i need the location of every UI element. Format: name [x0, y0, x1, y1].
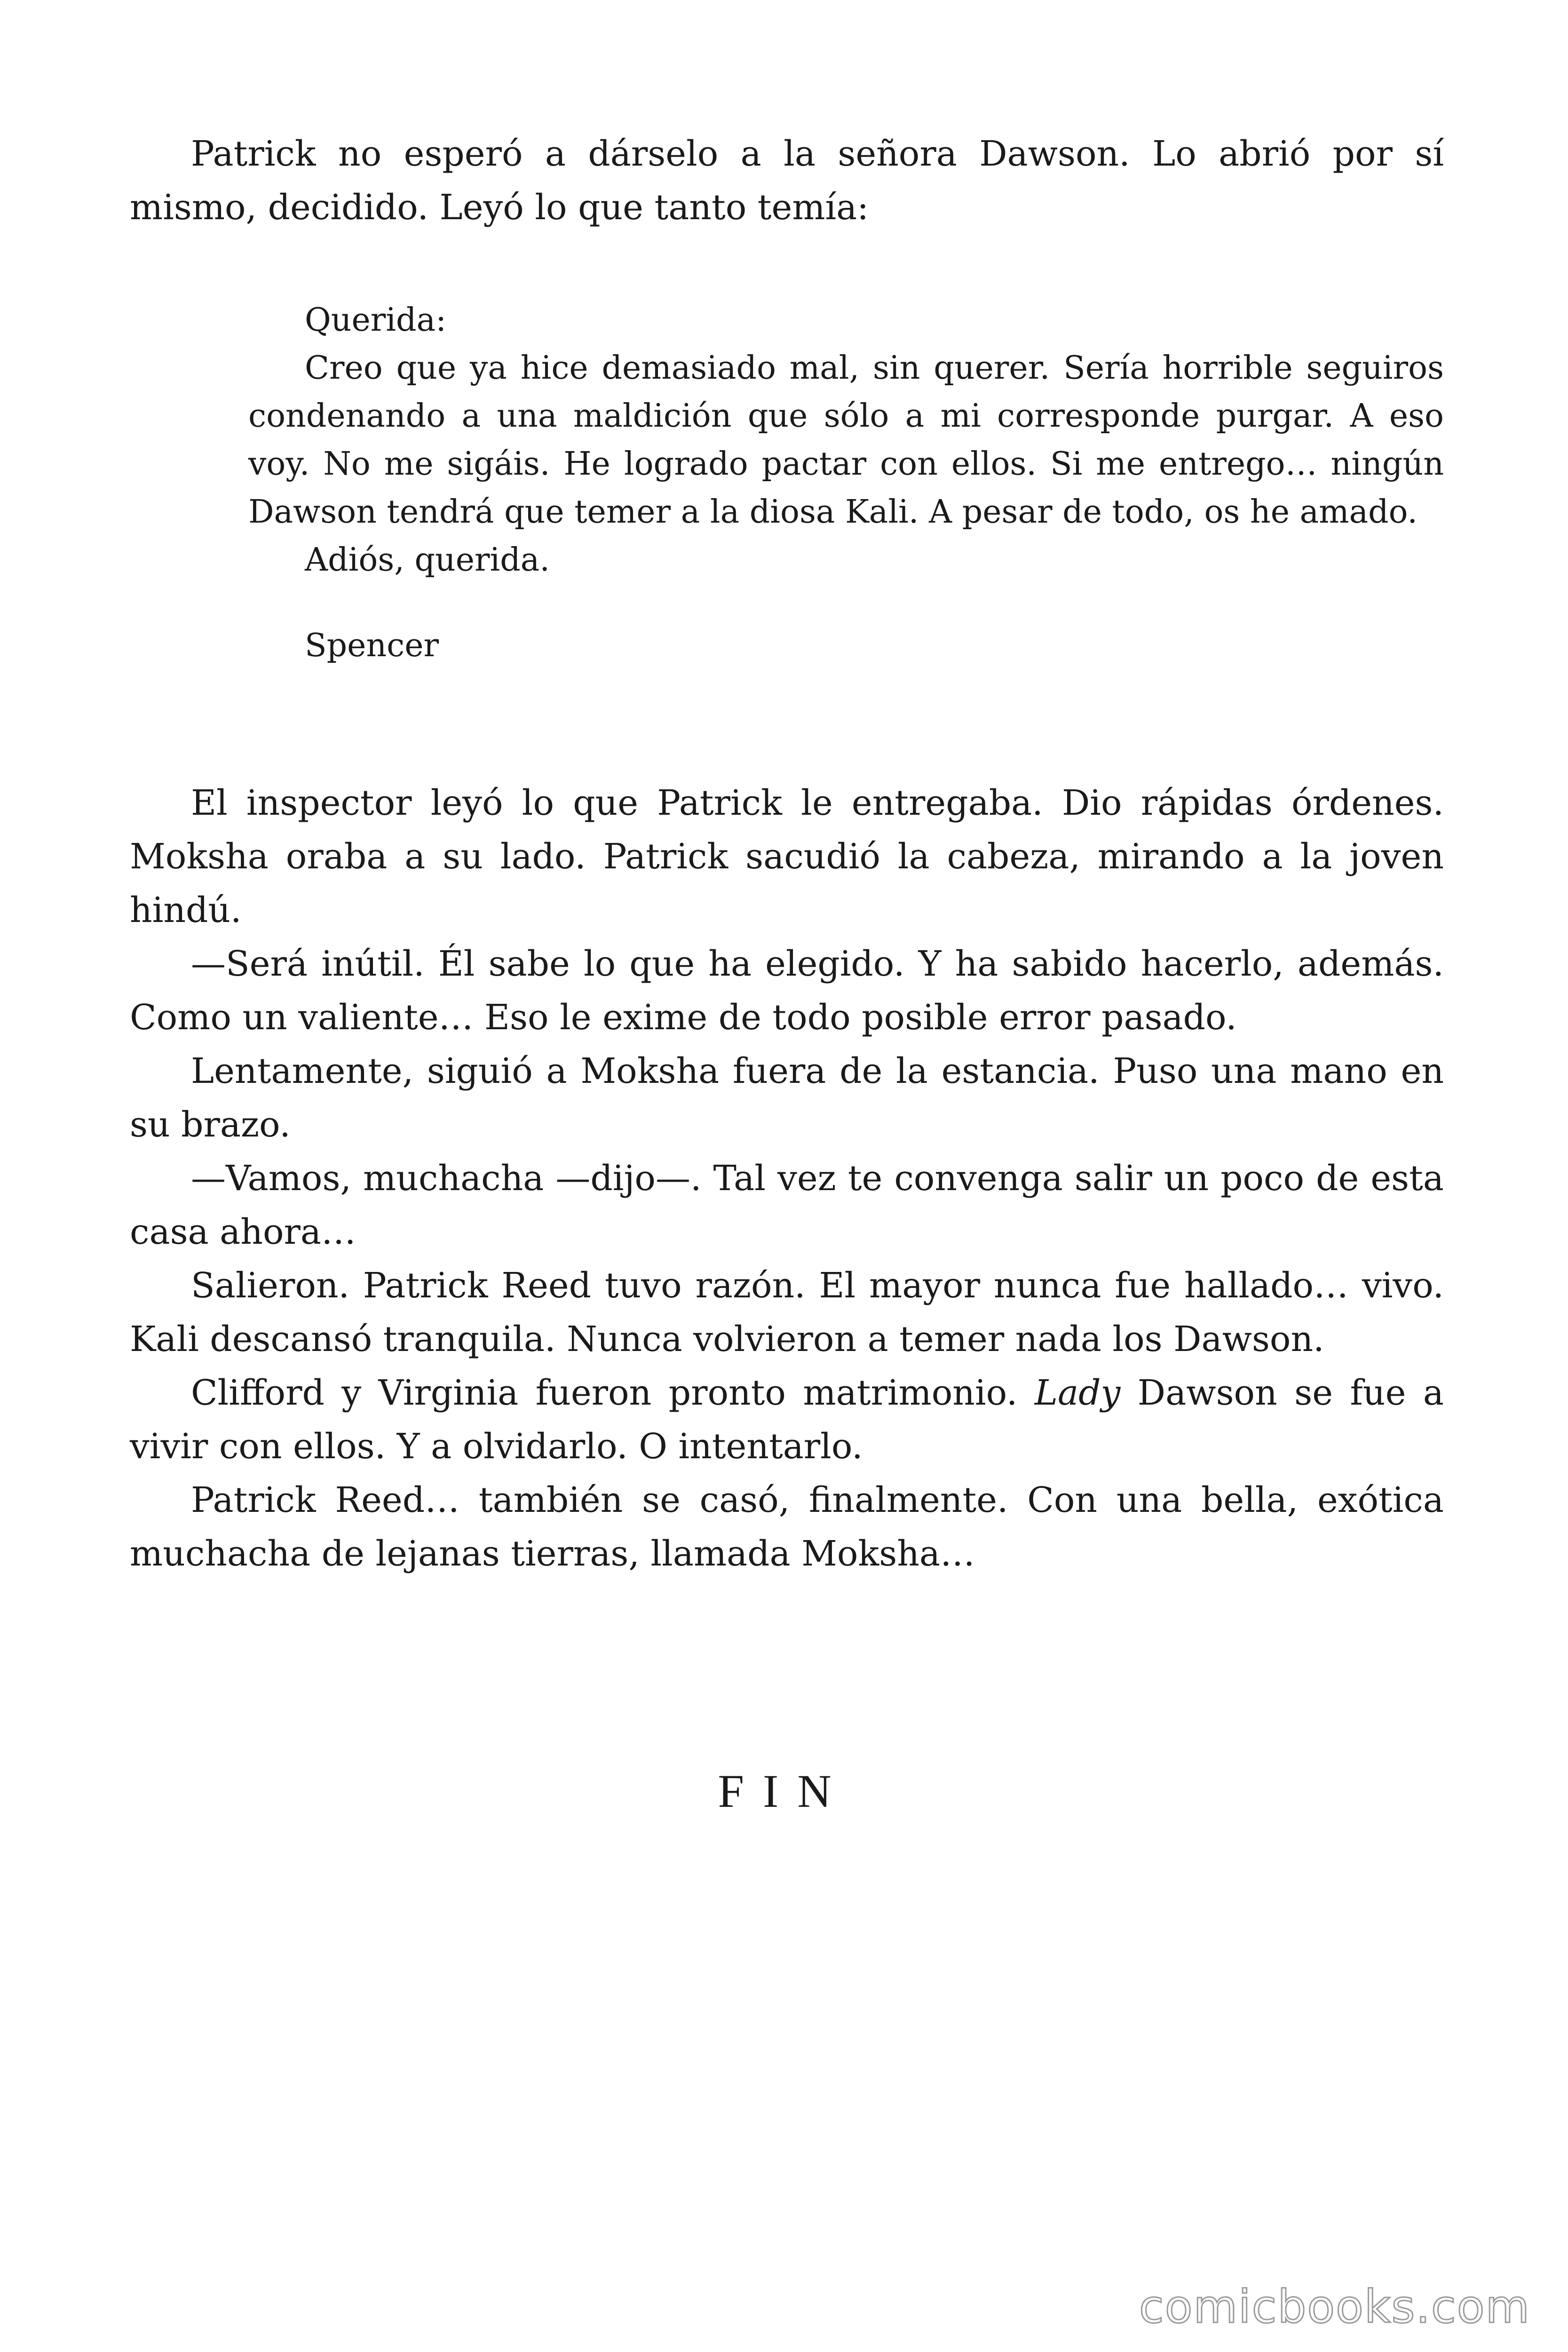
closing-section — [130, 776, 1444, 1581]
watermark: comicbooks.com — [1139, 2280, 1530, 2333]
letter-salutation: Querida: — [305, 302, 447, 339]
letter-body: Creo que ya hice demasiado mal, sin querer. Sería horrible seguiros condenando a una maldición que sólo a mi corresponde purgar. A eso voy. No me sigáis. He logrado pactar con ellos. Si me entrego… ningún Dawson tendrá que temer a la diosa Kali. A pesar de todo, os he amado. — [248, 350, 1444, 531]
dialogue-useless: —Será inútil. Él sabe lo que ha elegido. Y ha sabido hacerlo, además. Como un valiente… Eso le exime de todo posible error pasado. — [130, 944, 1444, 1038]
opening-section — [130, 127, 1444, 234]
lady-italic: Lady — [1034, 1373, 1121, 1413]
clifford-text-end: Dawson se fue a vivir con ellos. Y a olvidarlo. O intentarlo. — [130, 1373, 1444, 1467]
letter-signature: Spencer — [305, 627, 439, 664]
paragraph-clifford-virginia — [130, 1366, 1444, 1473]
end-mark: FIN — [718, 1765, 850, 1817]
paragraph-inspector: El inspector leyó lo que Patrick le entregaba. Dio rápidas órdenes. Moksha oraba a su lado. Patrick sacudió la cabeza, mirando a la joven hindú. — [130, 783, 1444, 930]
paragraph-they-left: Salieron. Patrick Reed tuvo razón. El mayor nunca fue hallado… vivo. Kali descansó tranquila. Nunca volvieron a temer nada los Dawson. — [130, 1265, 1444, 1359]
opening-paragraph: Patrick no esperó a dárselo a la señora Dawson. Lo abrió por sí mismo, decidido. Leyó lo que tanto temía: — [130, 134, 1444, 228]
paragraph-moksha: Lentamente, siguió a Moksha fuera de la estancia. Puso una mano en su brazo. — [130, 1051, 1444, 1145]
letter-block — [248, 296, 1444, 670]
clifford-text-start: Clifford y Virginia fueron pronto matrimonio. — [191, 1373, 1035, 1413]
letter-farewell: Adiós, querida. — [305, 541, 550, 579]
dialogue-come-on: —Vamos, muchacha —dijo—. Tal vez te convenga salir un poco de esta casa ahora… — [130, 1158, 1444, 1252]
paragraph-patrick-married: Patrick Reed… también se casó, finalmente. Con una bella, exótica muchacha de lejanas tierras, llamada Moksha… — [130, 1480, 1444, 1574]
